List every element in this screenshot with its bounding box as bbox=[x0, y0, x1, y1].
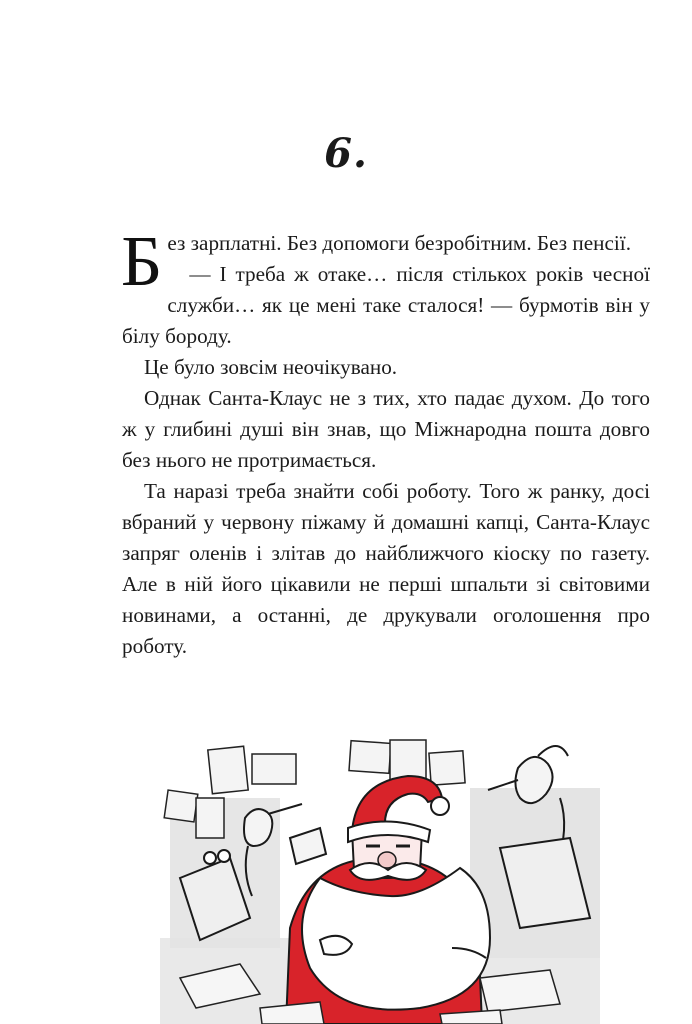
chapter-text bbox=[121, 221, 650, 662]
santa bbox=[286, 776, 490, 1024]
paragraph-4: Однак Санта-Клаус не з тих, хто падає духом. До того ж у глибині душі він знав, що Міжнародна пошта довго без нього не протримається. bbox=[122, 386, 650, 472]
paragraph-1-text: ез зарплатні. Без допомоги безробітним. Без пенсії. bbox=[167, 231, 631, 255]
paragraph-2: — І треба ж отаке… після стількох років чесної служби… як це мені таке сталося! — бурмотів він у білу бороду. bbox=[122, 262, 650, 348]
paragraph-5: Та наразі треба знайти собі роботу. Того ж ранку, досі вбраний у червону піжаму й домашні капці, Санта-Клаус запряг оленів і злітав до найближчого кіоску по газету. Але в ній його цікавили не перші шпальти зі світовими новинами, а останні, де друкували оголошення про роботу. bbox=[122, 479, 650, 658]
chapter-number: 6. bbox=[324, 130, 368, 177]
paragraph-3: Це було зовсім неочікувано. bbox=[144, 355, 398, 379]
santa-illustration bbox=[140, 728, 620, 1024]
paragraph-1 bbox=[121, 221, 650, 301]
drop-cap: Б bbox=[121, 221, 163, 301]
